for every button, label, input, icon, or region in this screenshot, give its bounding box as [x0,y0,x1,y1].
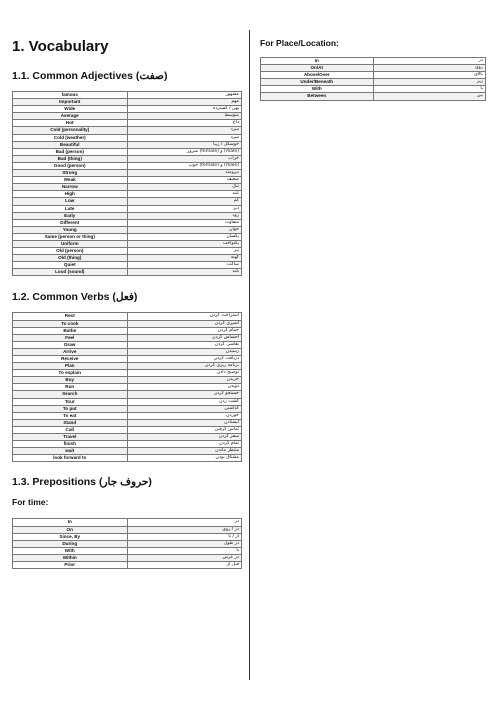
table-row [13,170,242,177]
translation: خوب (female) و (male) [127,162,242,169]
table-row [13,212,242,219]
translation: مشهور [127,92,242,99]
table-row [13,141,242,148]
table-row [13,233,242,240]
translation: با [373,86,486,93]
english-term: Buy [13,377,128,384]
translation: قبل از [127,561,242,568]
translation: از / تا [127,533,242,540]
english-term: finish [13,441,128,448]
translation: بالای [373,72,486,79]
english-term: Call [13,426,128,433]
table-row [13,184,242,191]
table-row [261,79,486,86]
table-row [13,377,242,384]
translation: در طول [127,540,242,547]
place-prepositions-subtitle: For Place/Location: [260,38,339,48]
adjectives-section-title: 1.1. Common Adjectives (صفت) [12,70,168,82]
table-row [13,348,242,355]
translation: دریافت کردن [127,356,242,363]
english-term: Prior [13,561,128,568]
english-term: Narrow [13,184,128,191]
table-row [13,448,242,455]
table-row [261,86,486,93]
english-term: Run [13,384,128,391]
translation: در [373,58,486,65]
table-row [13,240,242,247]
table-row [13,356,242,363]
left-column [12,38,242,569]
english-term: During [13,540,128,547]
table-row [13,255,242,262]
right-column [260,38,486,101]
english-term: Bathe [13,327,128,334]
table-row [13,162,242,169]
table-row [13,363,242,370]
place-prepositions-table [260,57,486,101]
english-term: Same (person or thing) [13,233,128,240]
english-term: Bad (person) [13,148,128,155]
table-row [13,120,242,127]
table-row [13,398,242,405]
english-term: Tour [13,398,128,405]
translation: تمام کردن [127,441,242,448]
table-row [13,226,242,233]
page-title: 1. Vocabulary [12,38,109,55]
translation: خریدن [127,377,242,384]
translation: سفر کردن [127,434,242,441]
table-row [13,391,242,398]
translation: سرد [127,127,242,134]
translation: شرور (female) و (male) [127,148,242,155]
table-row [13,92,242,99]
translation: ساکت [127,262,242,269]
time-prepositions-subtitle: For time: [12,497,49,508]
translation: مهم [127,99,242,106]
table-row [13,412,242,419]
table-row [13,106,242,113]
translation: برنامه ریزی کردن [127,363,242,370]
english-term: Receive [13,356,128,363]
english-term: Loud (sound) [13,269,128,276]
translation: در [127,519,242,526]
table-row [13,134,242,141]
verbs-table [12,312,242,462]
english-term: High [13,191,128,198]
table-row [13,262,242,269]
english-term: Since, By [13,533,128,540]
english-term: Uniform [13,240,128,247]
english-term: Under/Beneath [261,79,374,86]
english-term: Old (thing) [13,255,128,262]
translation: تنگ [127,184,242,191]
table-row [13,540,242,547]
english-term: Important [13,99,128,106]
table-row [13,455,242,462]
table-row [261,93,486,100]
english-term: In [261,58,374,65]
english-term: Feel [13,334,128,341]
table-row [13,198,242,205]
translation: آشپزی کردن [127,320,242,327]
translation: زیر [373,79,486,86]
table-row [13,370,242,377]
table-row [13,327,242,334]
table-row [13,426,242,433]
english-term: Cold (weather) [13,134,128,141]
english-term: Strong [13,170,128,177]
english-term: Within [13,554,128,561]
translation: دویدن [127,384,242,391]
table-row [13,148,242,155]
english-term: Above/Over [261,72,374,79]
table-row [261,72,486,79]
table-row [13,405,242,412]
table-row [13,248,242,255]
english-term: Old (person) [13,248,128,255]
english-term: famous [13,92,128,99]
table-row [13,519,242,526]
table-row [13,155,242,162]
table-row [13,554,242,561]
translation: خوردن [127,412,242,419]
table-row [261,58,486,65]
translation: یکنواخت [127,240,242,247]
translation: رسیدن [127,348,242,355]
english-term: Stand [13,419,128,426]
english-term: Plan [13,363,128,370]
english-term: Quiet [13,262,128,269]
table-row [13,219,242,226]
translation: کهنه [127,255,242,262]
english-term: Low [13,198,128,205]
translation: گذاشتن [127,405,242,412]
table-row [13,419,242,426]
table-row [13,269,242,276]
translation: بین [373,93,486,100]
english-term: In [13,519,128,526]
english-term: On/At [261,65,374,72]
english-term: To eat [13,412,128,419]
translation: استراحت کردن [127,313,242,320]
translation: پهن / گسترده [127,106,242,113]
translation: گشت زدن [127,398,242,405]
translation: مشتاق بودن [127,455,242,462]
english-term: To explain [13,370,128,377]
translation: ضعیف [127,177,242,184]
english-term: Hot [13,120,128,127]
table-row [13,341,242,348]
table-row [13,533,242,540]
translation: منتظر ماندن [127,448,242,455]
english-term: wait [13,448,128,455]
translation: متفاوت [127,219,242,226]
table-row [13,434,242,441]
column-divider [249,30,250,680]
translation: حمام کردن [127,327,242,334]
table-row [13,334,242,341]
translation: روی [373,65,486,72]
translation: بلند [127,191,242,198]
translation: با [127,547,242,554]
translation: جستجو کردن [127,391,242,398]
translation: زود [127,212,242,219]
english-term: With [13,547,128,554]
translation: در / روی [127,526,242,533]
table-row [13,441,242,448]
table-row [13,127,242,134]
english-term: Wide [13,106,128,113]
english-term: With [261,86,374,93]
translation: یکسان [127,233,242,240]
translation: پیر [127,248,242,255]
english-term: Average [13,113,128,120]
table-row [13,384,242,391]
english-term: Arrive [13,348,128,355]
english-term: Cold (personality) [13,127,128,134]
adjectives-table [12,91,242,276]
english-term: look forward to [13,455,128,462]
table-row [13,191,242,198]
table-row [13,99,242,106]
time-prepositions-table [12,518,242,569]
table-row [13,320,242,327]
english-term: Rest [13,313,128,320]
table-row [13,113,242,120]
english-term: To put [13,405,128,412]
english-term: Beautiful [13,141,128,148]
english-term: To cook [13,320,128,327]
english-term: Travel [13,434,128,441]
english-term: Different [13,219,128,226]
english-term: Young [13,226,128,233]
table-row [13,547,242,554]
table-row [13,313,242,320]
translation: سرد [127,134,242,141]
translation: خراب [127,155,242,162]
english-term: Early [13,212,128,219]
translation: دیر [127,205,242,212]
english-term: Late [13,205,128,212]
translation: نقاشی کردن [127,341,242,348]
translation: ایستادن [127,419,242,426]
prepositions-section-title: 1.3. Prepositions (حروف جار) [12,476,152,489]
table-row [13,205,242,212]
translation: کم [127,198,242,205]
translation: داغ [127,120,242,127]
translation: خوشگل / زیبا [127,141,242,148]
translation: در عرض [127,554,242,561]
english-term: On [13,526,128,533]
verbs-section-title: 1.2. Common Verbs (فعل) [12,291,138,304]
translation: احساس کردن [127,334,242,341]
english-term: Bad (thing) [13,155,128,162]
english-term: Draw [13,341,128,348]
english-term: Good (person) [13,162,128,169]
table-row [13,177,242,184]
translation: تماس گرفتن [127,426,242,433]
translation: متوسط [127,113,242,120]
table-row [13,561,242,568]
english-term: Between [261,93,374,100]
english-term: Weak [13,177,128,184]
translation: بلند [127,269,242,276]
table-row [13,526,242,533]
translation: نیرومند [127,170,242,177]
translation: جوان [127,226,242,233]
translation: توضیح دادن [127,370,242,377]
english-term: Search [13,391,128,398]
table-row [261,65,486,72]
